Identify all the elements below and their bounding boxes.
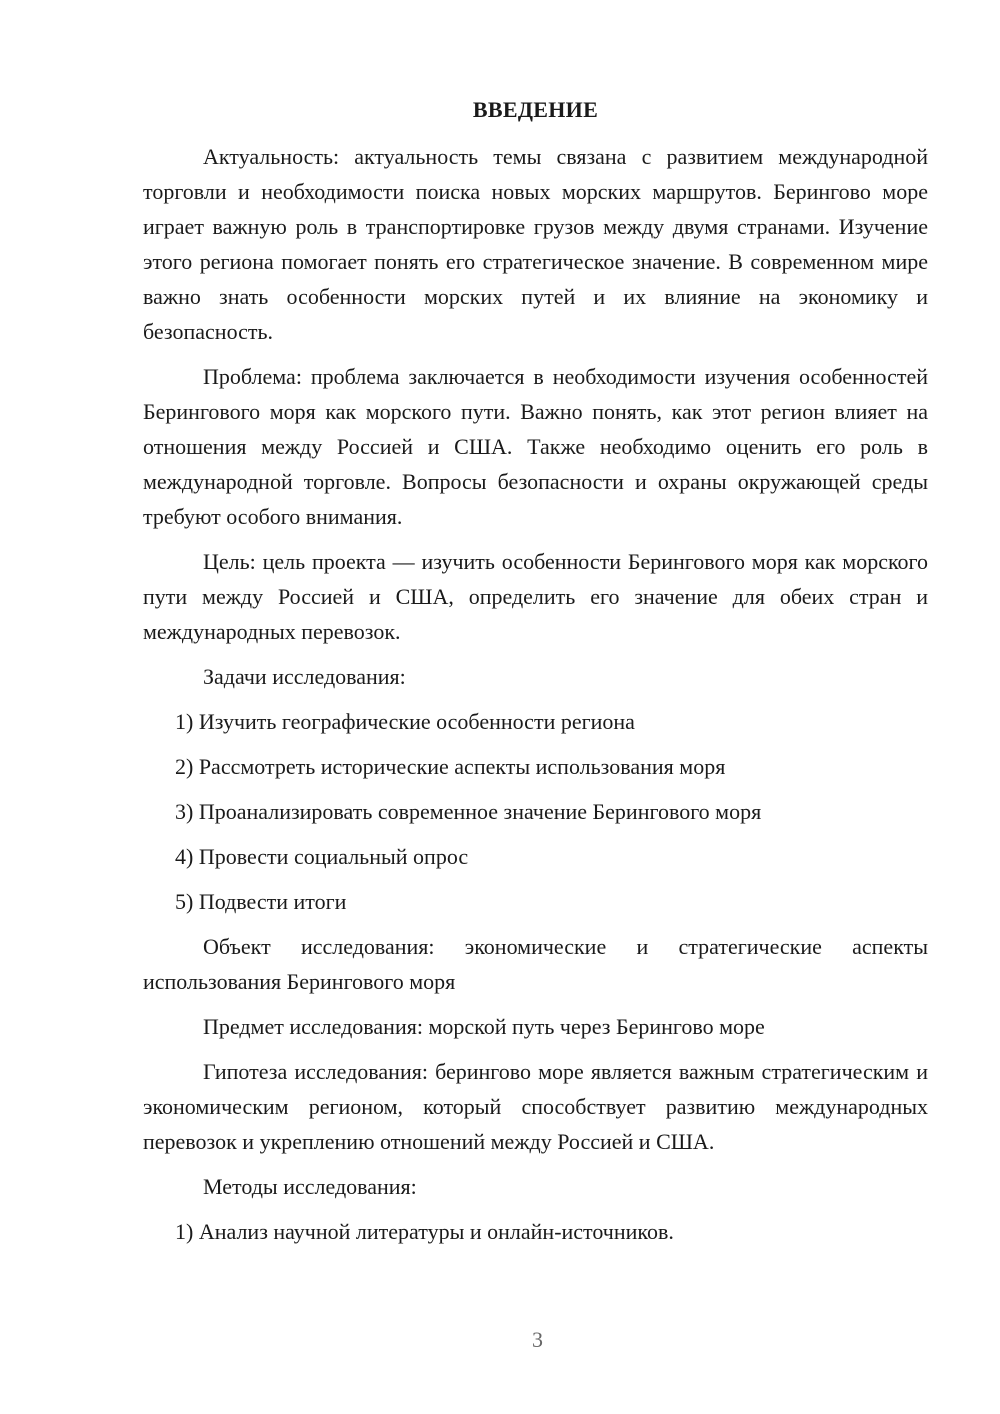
task-item-2: 2) Рассмотреть исторические аспекты использования моря <box>175 754 726 779</box>
relevance-paragraph: Актуальность: актуальность темы связана с развитием международной торговли и необходимости поиска новых морских маршрутов. Берингово море играет важную роль в транспортировке грузов между двумя странами. Изучение этого региона помогает понять его стратегическое значение. В современном мире важно знать особенности морских путей и их влияние на экономику и безопасность. <box>143 144 928 344</box>
problem-paragraph: Проблема: проблема заключается в необходимости изучения особенностей Берингового моря как морского пути. Важно понять, как этот регион влияет на отношения между Россией и США. Также необходимо оценить его роль в международной торговле. Вопросы безопасности и охраны окружающей среды требуют особого внимания. <box>143 364 928 529</box>
task-item-5: 5) Подвести итоги <box>175 889 347 914</box>
tasks-heading: Задачи исследования: <box>203 664 406 689</box>
task-item-3: 3) Проанализировать современное значение Берингового моря <box>175 799 762 824</box>
page-number: 3 <box>532 1327 543 1352</box>
methods-heading: Методы исследования: <box>203 1174 417 1199</box>
goal-paragraph: Цель: цель проекта — изучить особенности Берингового моря как морского пути между Россией и США, определить его значение для обеих стран и международных перевозок. <box>143 549 928 644</box>
object-paragraph: Объект исследования: экономические и стратегические аспекты использования Берингового моря <box>143 934 928 994</box>
hypothesis-paragraph: Гипотеза исследования: берингово море является важным стратегическим и экономическим регионом, который способствует развитию международных перевозок и укреплению отношений между Россией и США. <box>143 1059 928 1154</box>
page-content <box>143 92 928 1259</box>
task-item-4: 4) Провести социальный опрос <box>175 844 469 869</box>
subject-paragraph: Предмет исследования: морской путь через Берингово море <box>203 1014 765 1039</box>
page-title: ВВЕДЕНИЕ <box>472 97 599 122</box>
task-item-1: 1) Изучить географические особенности региона <box>175 709 635 734</box>
method-item-1: 1) Анализ научной литературы и онлайн-источников. <box>175 1219 674 1244</box>
